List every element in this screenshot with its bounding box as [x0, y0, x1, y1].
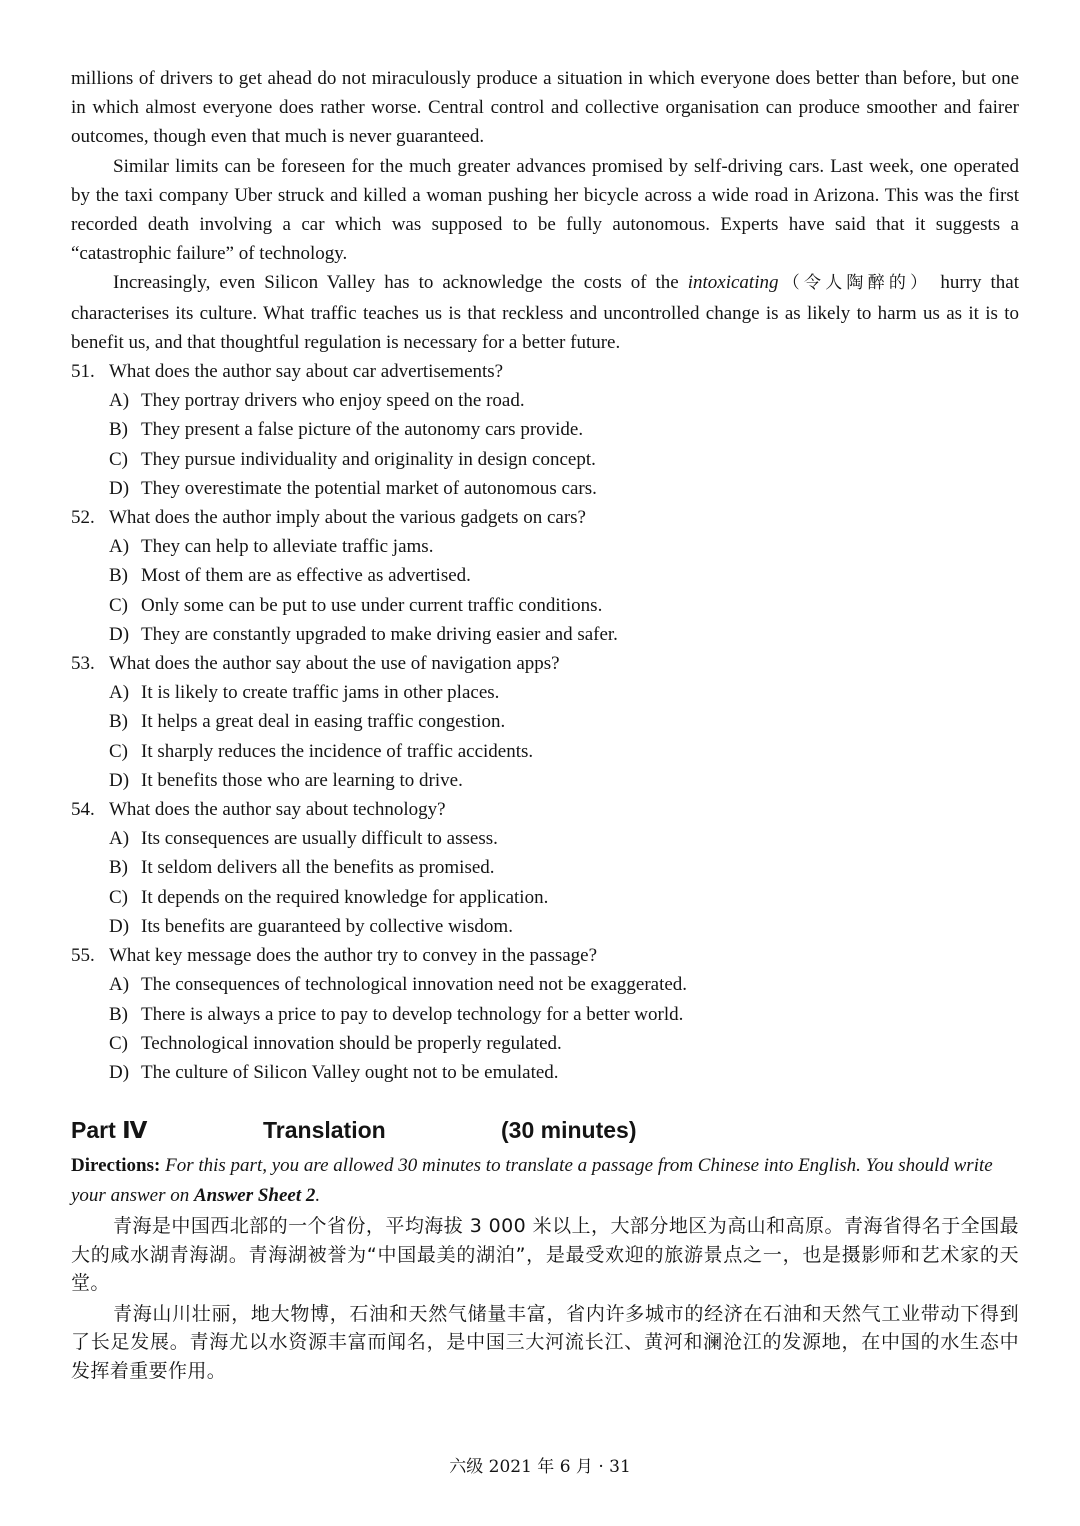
option-letter: D): [109, 769, 130, 791]
option-letter: A): [109, 974, 130, 996]
answer-option: [109, 591, 1019, 620]
translation-paragraph-2: 青海山川壮丽，地大物博，石油和天然气储量丰富，省内许多城市的经济在石油和天然气工业带动下得到了长足发展。青海尤以水资源丰富而闻名，是中国三大河流长江、黄河和澜沧江的发源地，在中国的水生态中发挥着重要作用。: [71, 1302, 1019, 1382]
option-text: They can help to alleviate traffic jams.: [141, 536, 434, 558]
question-stem: [71, 357, 1019, 386]
option-letter: A): [109, 390, 130, 412]
directions-label: Directions:: [71, 1155, 161, 1177]
option-letter: A): [109, 536, 130, 558]
question-block: [71, 649, 1019, 795]
directions-end: .: [315, 1184, 321, 1206]
option-text: They overestimate the potential market of autonomous cars.: [141, 477, 597, 499]
question-text: What does the author say about the use of navigation apps?: [109, 653, 560, 675]
part-title: Translation: [263, 1117, 386, 1144]
option-text: They pursue individuality and originality in design concept.: [141, 448, 596, 470]
option-letter: C): [109, 448, 128, 470]
passage-gloss: （令人陶醉的）: [778, 273, 932, 294]
option-letter: B): [109, 565, 128, 587]
answer-option: [109, 824, 1019, 853]
option-text: Only some can be put to use under current traffic conditions.: [141, 594, 603, 616]
question-block: [71, 795, 1019, 941]
answer-option: [109, 1058, 1019, 1087]
answer-option: [109, 532, 1019, 561]
passage-text: hurry that characterises its culture. What traffic teaches us is that reckless and uncontrolled change is as likely to harm us as it is to benefit us, and that thoughtful regulation is necessary for a better future.: [71, 272, 1019, 353]
answer-option: [109, 474, 1019, 503]
answer-option: [109, 1000, 1019, 1029]
option-text: The culture of Silicon Valley ought not to be emulated.: [141, 1061, 559, 1083]
option-text: It helps a great deal in easing traffic congestion.: [141, 711, 506, 733]
translation-paragraph-1: 青海是中国西北部的一个省份，平均海拔 3 000 米以上，大部分地区为高山和高原。青海省得名于全国最大的咸水湖青海湖。青海湖被誉为“中国最美的湖泊”，是最受欢迎的旅游景点之一，也是摄影师和艺术家的天堂。: [71, 1215, 1019, 1295]
question-block: [71, 941, 1019, 1087]
option-text: It depends on the required knowledge for application.: [141, 886, 549, 908]
option-letter: B): [109, 1003, 128, 1025]
question-text: What does the author imply about the various gadgets on cars?: [109, 507, 586, 529]
question-number: 55.: [71, 945, 95, 967]
option-letter: B): [109, 419, 128, 441]
answer-option: [109, 707, 1019, 736]
question-block: [71, 357, 1019, 503]
question-stem: [71, 649, 1019, 678]
answer-option: [109, 386, 1019, 415]
answer-option: [109, 561, 1019, 590]
question-text: What key message does the author try to convey in the passage?: [109, 945, 598, 967]
question-stem: [71, 941, 1019, 970]
option-letter: C): [109, 594, 128, 616]
option-text: Its consequences are usually difficult to assess.: [141, 828, 498, 850]
option-text: It benefits those who are learning to drive.: [141, 769, 463, 791]
option-text: The consequences of technological innovation need not be exaggerated.: [141, 974, 688, 996]
option-letter: A): [109, 682, 130, 704]
answer-option: [109, 970, 1019, 999]
answer-option: [109, 766, 1019, 795]
directions: [71, 1151, 1019, 1210]
option-letter: C): [109, 740, 128, 762]
option-letter: B): [109, 857, 128, 879]
page-content: [71, 64, 1019, 1385]
question-number: 52.: [71, 507, 95, 529]
answer-option: [109, 853, 1019, 882]
page-footer: 六级 2021 年 6 月 · 31: [449, 1457, 631, 1477]
option-text: It sharply reduces the incidence of traffic accidents.: [141, 740, 534, 762]
option-letter: C): [109, 1032, 128, 1054]
question-number: 54.: [71, 799, 95, 821]
passage-paragraph-3: [71, 268, 1019, 357]
answer-option: [109, 445, 1019, 474]
option-text: Most of them are as effective as advertised.: [141, 565, 471, 587]
question-number: 51.: [71, 361, 95, 383]
passage-paragraph-2: Similar limits can be foreseen for the much greater advances promised by self-driving cars. Last week, one operated by the taxi company Uber struck and killed a woman pushing her bicycle across a wide road in Arizona. This was the first recorded death involving a car which was supposed to be fully autonomous. Experts have said that it suggests a “catastrophic failure” of technology.: [71, 155, 1019, 265]
answer-option: [109, 415, 1019, 444]
part-heading: [71, 1117, 1019, 1151]
option-letter: B): [109, 711, 128, 733]
answer-option: [109, 678, 1019, 707]
passage-italic-word: intoxicating: [687, 272, 779, 294]
directions-text: For this part, you are allowed 30 minutes to translate a passage from Chinese into English. You should write your answer on: [71, 1155, 993, 1206]
option-letter: D): [109, 915, 130, 937]
option-text: They are constantly upgraded to make driving easier and safer.: [141, 623, 618, 645]
answer-option: [109, 1029, 1019, 1058]
question-stem: [71, 503, 1019, 532]
option-letter: D): [109, 623, 130, 645]
passage-text: Increasingly, even Silicon Valley has to acknowledge the costs of the: [113, 272, 688, 294]
part-label: Part Ⅳ: [71, 1117, 148, 1144]
option-text: They portray drivers who enjoy speed on the road.: [141, 390, 525, 412]
option-text: They present a false picture of the autonomy cars provide.: [141, 419, 584, 441]
question-text: What does the author say about car advertisements?: [109, 361, 504, 383]
answer-option: [109, 883, 1019, 912]
option-letter: D): [109, 477, 130, 499]
answer-option: [109, 737, 1019, 766]
option-text: It is likely to create traffic jams in other places.: [141, 682, 500, 704]
answer-option: [109, 912, 1019, 941]
answer-option: [109, 620, 1019, 649]
option-text: It seldom delivers all the benefits as promised.: [141, 857, 495, 879]
answer-sheet-ref: Answer Sheet 2: [193, 1184, 316, 1206]
option-text: Technological innovation should be properly regulated.: [141, 1032, 562, 1054]
part-time: (30 minutes): [501, 1117, 637, 1144]
option-letter: C): [109, 886, 128, 908]
question-text: What does the author say about technology?: [109, 799, 446, 821]
question-number: 53.: [71, 653, 95, 675]
passage-paragraph-1: millions of drivers to get ahead do not miraculously produce a situation in which everyone does better than before, but one in which almost everyone does rather worse. Central control and collective organisation can produce smoother and fairer outcomes, though even that much is never guaranteed.: [71, 68, 1019, 148]
option-letter: D): [109, 1061, 130, 1083]
option-letter: A): [109, 828, 130, 850]
question-block: [71, 503, 1019, 649]
question-stem: [71, 795, 1019, 824]
option-text: There is always a price to pay to develop technology for a better world.: [141, 1003, 684, 1025]
option-text: Its benefits are guaranteed by collective wisdom.: [141, 915, 513, 937]
